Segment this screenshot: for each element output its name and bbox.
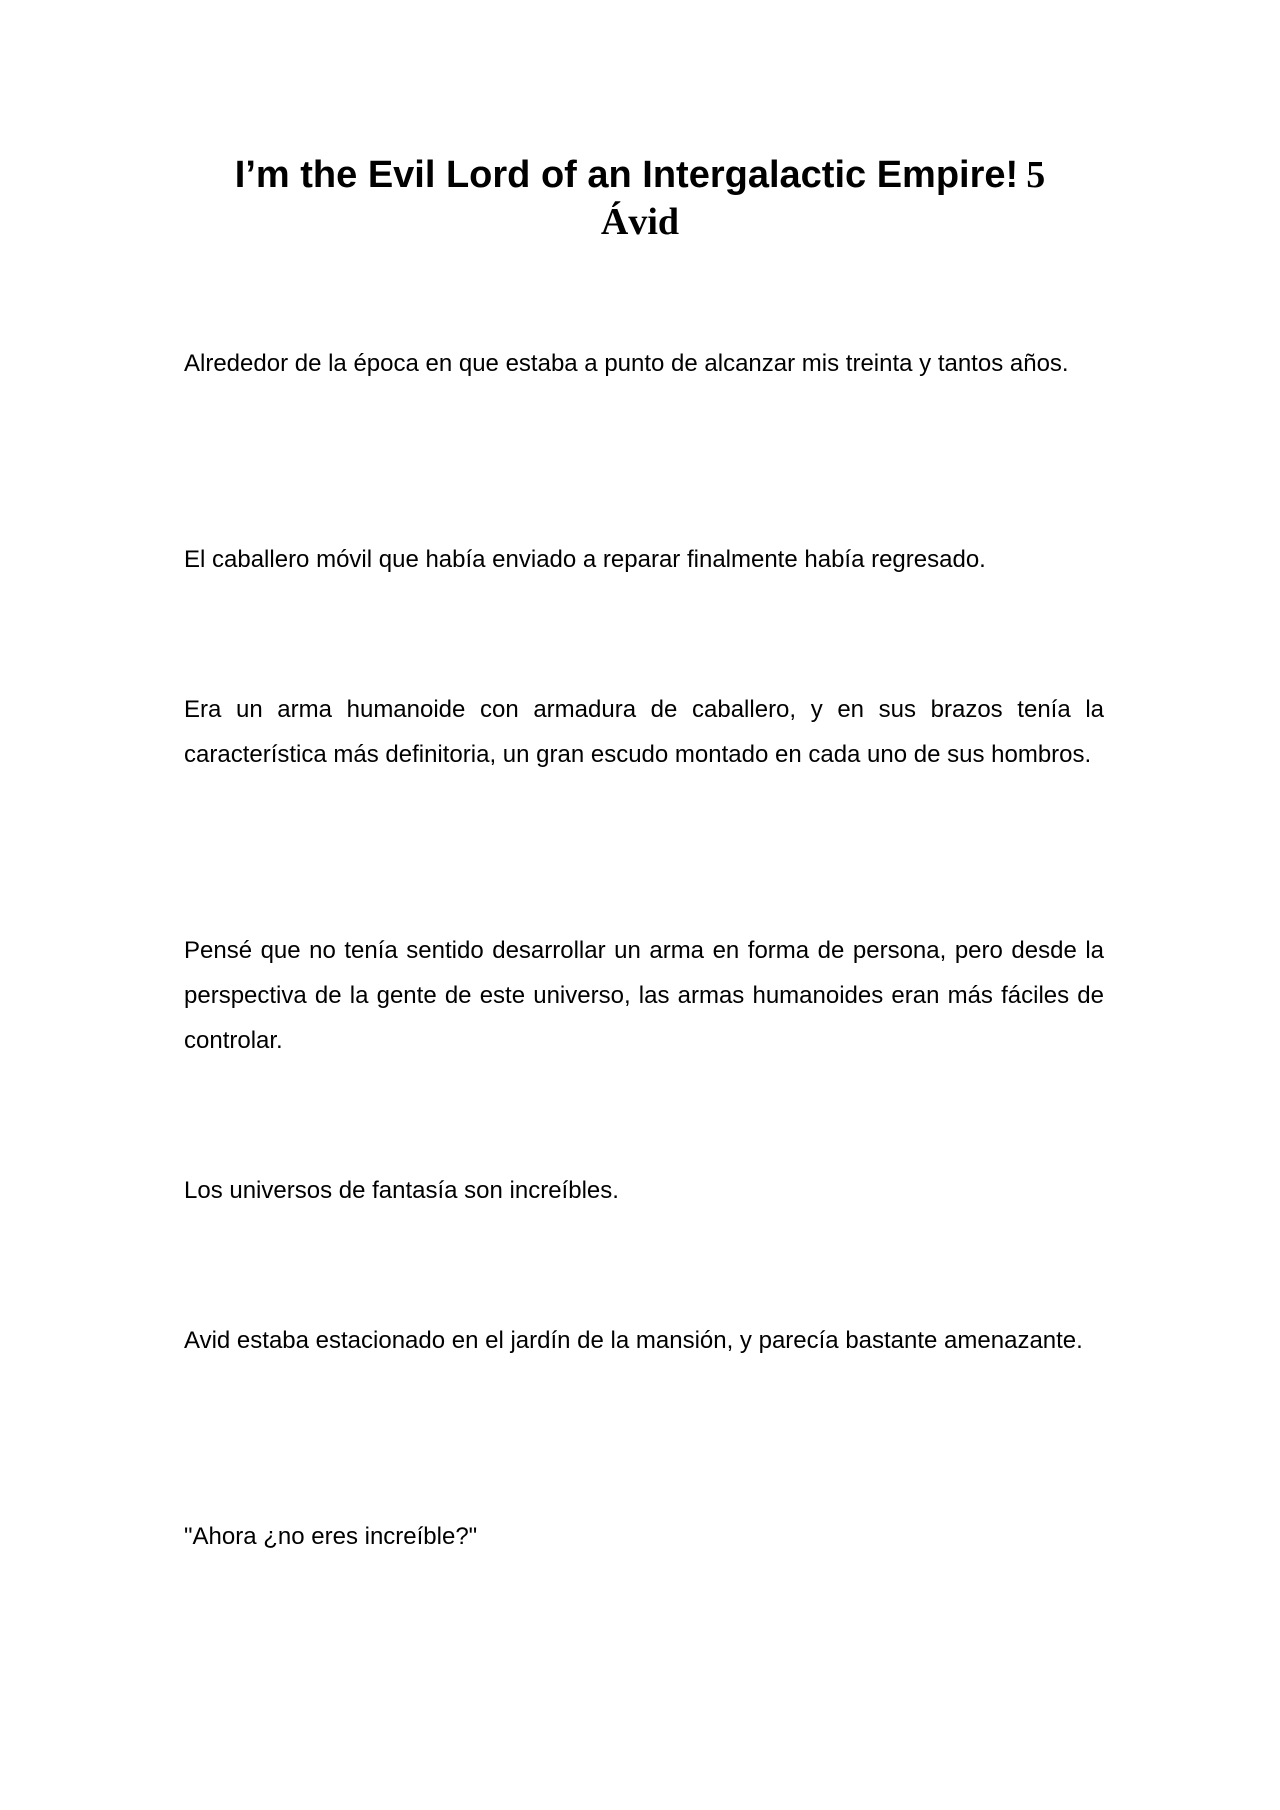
paragraph: "Ahora ¿no eres increíble?": [184, 1523, 478, 1550]
paragraph: Alrededor de la época en que estaba a punto de alcanzar mis treinta y tantos años.: [184, 350, 1069, 377]
title-volume: 5: [1026, 154, 1046, 196]
paragraph: Pensé que no tenía sentido desarrollar un arma en forma de persona, pero desde la perspectiva de la gente de este universo, las armas humanoides eran más fáciles de controlar.: [184, 937, 1104, 1054]
document-title: [0, 150, 1280, 201]
chapter-title: Ávid: [600, 201, 680, 243]
paragraph: Los universos de fantasía son increíbles.: [184, 1177, 619, 1204]
paragraph: Avid estaba estacionado en el jardín de la mansión, y parecía bastante amenazante.: [184, 1327, 1083, 1354]
paragraph: El caballero móvil que había enviado a reparar finalmente había regresado.: [184, 546, 986, 573]
title-main: I’m the Evil Lord of an Intergalactic Empire!: [234, 154, 1019, 196]
paragraph: Era un arma humanoide con armadura de caballero, y en sus brazos tenía la característica más definitoria, un gran escudo montado en cada uno de sus hombros.: [184, 696, 1104, 768]
